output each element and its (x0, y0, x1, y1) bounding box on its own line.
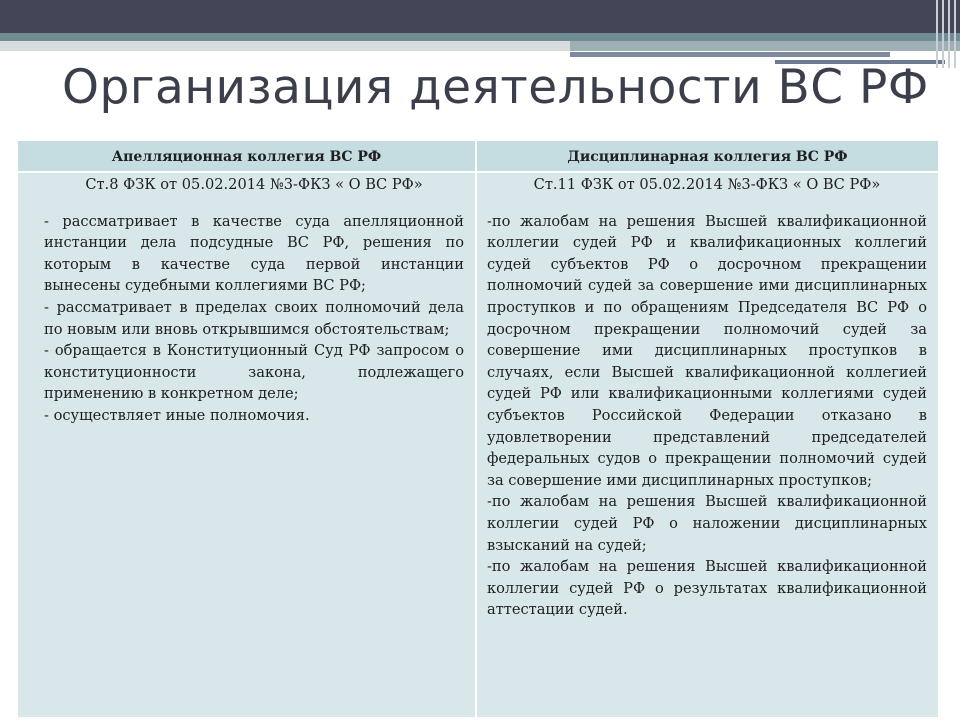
list-item: - рассматривает в пределах своих полномочий дела по новым или вновь открывшимся обстоятельствам; (44, 298, 464, 338)
slide-title: Организация деятельности ВС РФ (62, 60, 929, 115)
column-divider (475, 141, 477, 717)
list-item: - осуществляет иные полномочия. (44, 406, 310, 424)
column-header-appeal: Апелляционная коллегия ВС РФ (18, 141, 475, 171)
slide-light-band (0, 41, 570, 51)
law-reference: Ст.8 ФЗК от 05.02.2014 №3-ФКЗ « О ВС РФ» (85, 176, 423, 193)
comparison-table (18, 141, 938, 717)
slide-top-bar (0, 0, 960, 33)
column-header-disciplinary: Дисциплинарная коллегия ВС РФ (477, 141, 938, 171)
slide-light-band-right (570, 41, 960, 51)
list-item: - обращается в Конституционный Суд РФ запросом о конституционности закона, подлежащего применению в конкретном деле; (44, 342, 464, 403)
cell-appeal (44, 174, 464, 427)
slide-corner-decoration (932, 0, 960, 68)
list-item: -по жалобам на решения Высшей квалификационной коллегии судей РФ и квалификационных коллегий судей субъектов РФ о досрочном прекращении полномочий судей за совершение ими дисциплинарных проступков и по обращениям Председателя ВС РФ о досрочном прекращении полномочий судей за совершение ими дисциплинарных проступков в случаях, если Высшей квалификационной коллегией судей РФ или квалификационными коллегиями судей субъектов Российской Федерации отказано в удовлетворении представлений председателей федеральных судов о прекращении полномочий судей за совершение ими дисциплинарных проступков; (487, 212, 927, 489)
list-item: -по жалобам на решения Высшей квалификационной коллегии судей РФ о результатах квалификационной аттестации судей. (487, 558, 927, 619)
list-item: - рассматривает в качестве суда апелляционной инстанции дела подсудные ВС РФ, решения по которым в качестве суда первой инстанции вынесены судебными коллегиями ВС РФ; (44, 212, 464, 295)
cell-disciplinary (487, 174, 927, 621)
law-reference: Ст.11 ФЗК от 05.02.2014 №3-ФКЗ « О ВС РФ» (533, 176, 881, 193)
list-item: -по жалобам на решения Высшей квалификационной коллегии судей РФ о наложении дисциплинарных взысканий на судей; (487, 493, 927, 554)
slide-accent-band (0, 33, 960, 41)
slide-accent-line (570, 52, 890, 57)
header-divider (18, 171, 938, 173)
